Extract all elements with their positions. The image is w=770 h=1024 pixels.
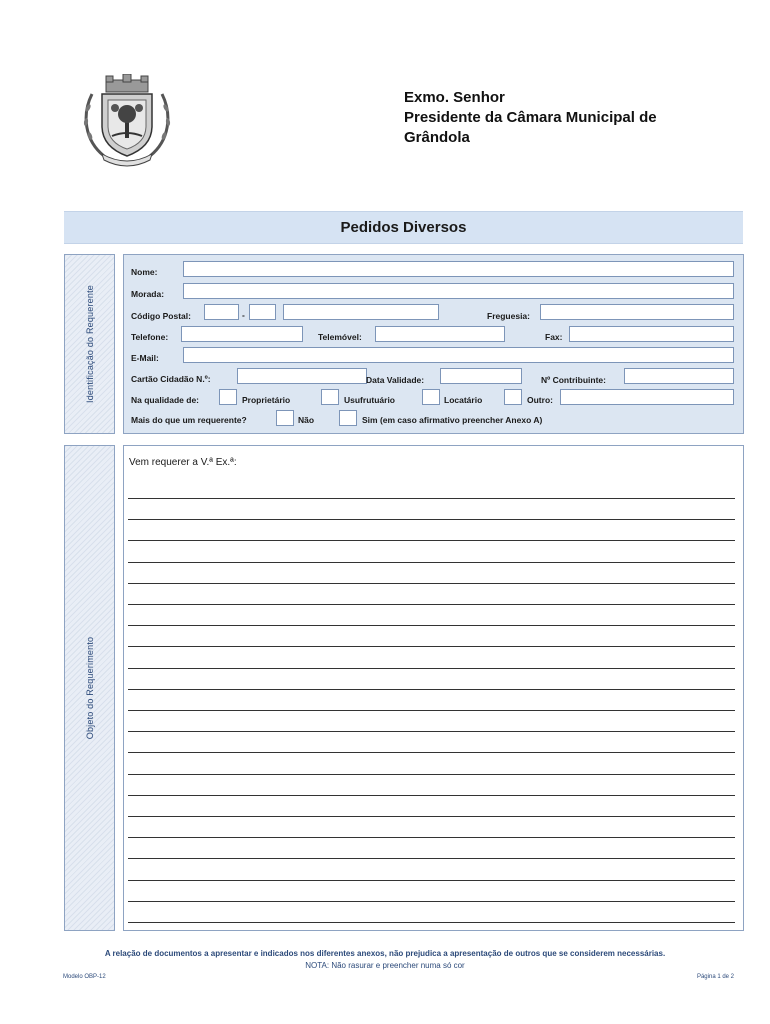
citizen-card-field[interactable] [237,368,367,384]
identification-section [123,254,744,434]
request-line[interactable] [128,625,735,626]
page-number: Página 1 de 2 [696,974,734,980]
request-line[interactable] [128,583,735,584]
form-title: Pedidos Diversos [64,211,743,244]
postal-code-part1-field[interactable] [204,304,239,320]
addressee-line-2: Presidente da Câmara Municipal de [404,109,657,126]
postal-code-part2-field[interactable] [249,304,276,320]
request-line[interactable] [128,816,735,817]
request-line[interactable] [128,901,735,902]
no-checkbox[interactable] [276,410,294,426]
multiple-applicants-label: Mais do que um requerente? [131,415,247,425]
validity-date-label: Data Validade: [366,375,425,385]
no-label: Não [298,415,315,425]
email-field[interactable] [183,347,734,363]
taxpayer-number-label: Nº Contribuinte: [541,375,606,385]
name-field[interactable] [183,261,734,277]
municipal-crest-logo [78,74,176,168]
mobile-field[interactable] [375,326,505,342]
address-field[interactable] [183,283,734,299]
request-line[interactable] [128,731,735,732]
capacity-label: Na qualidade de: [131,395,200,405]
fax-field[interactable] [569,326,734,342]
email-label: E-Mail: [131,353,159,363]
phone-label: Telefone: [131,332,169,342]
request-line[interactable] [128,837,735,838]
postal-locality-field[interactable] [283,304,439,320]
request-line[interactable] [128,795,735,796]
owner-label: Proprietário [242,395,291,405]
addressee-line-3: Grândola [404,129,470,146]
other-field[interactable] [560,389,734,405]
footer-note: A relação de documentos a apresentar e indicados nos diferentes anexos, não prejudica a apresentação de outros que se considerem necessárias. [104,949,666,958]
tenant-checkbox[interactable] [422,389,440,405]
tenant-label: Locatário [444,395,483,405]
name-label: Nome: [131,267,158,277]
taxpayer-number-field[interactable] [624,368,734,384]
citizen-card-label: Cartão Cidadão N.º: [131,374,211,384]
phone-field[interactable] [181,326,303,342]
request-line[interactable] [128,519,735,520]
usufructuary-checkbox[interactable] [321,389,339,405]
request-line[interactable] [128,498,735,499]
yes-label: Sim (em caso afirmativo preencher Anexo A) [362,415,543,425]
address-label: Morada: [131,289,165,299]
validity-date-field[interactable] [440,368,522,384]
usufructuary-label: Usufrutuário [344,395,395,405]
request-line[interactable] [128,752,735,753]
request-line[interactable] [128,774,735,775]
mobile-label: Telemóvel: [318,332,362,342]
request-side-panel [64,445,115,931]
request-section[interactable] [123,445,744,931]
request-line[interactable] [128,922,735,923]
model-code: Modelo OBP-12 [63,974,106,980]
footer-note-no-erasing: NOTA: Não rasurar e preencher numa só cor [305,961,465,970]
request-line[interactable] [128,646,735,647]
request-line[interactable] [128,710,735,711]
parish-field[interactable] [540,304,734,320]
postal-code-label: Código Postal: [131,311,191,321]
request-intro: Vem requerer a V.ª Ex.ª: [129,457,237,468]
request-line[interactable] [128,858,735,859]
postal-code-dash: - [242,310,245,320]
request-line[interactable] [128,668,735,669]
other-label: Outro: [527,395,553,405]
request-line[interactable] [128,540,735,541]
other-checkbox[interactable] [504,389,522,405]
fax-label: Fax: [545,332,563,342]
yes-checkbox[interactable] [339,410,357,426]
identification-side-label: Identificação do Requerente [84,285,95,403]
parish-label: Freguesia: [487,311,530,321]
identification-side-panel [64,254,115,434]
request-line[interactable] [128,562,735,563]
owner-checkbox[interactable] [219,389,237,405]
addressee-block [404,88,657,148]
request-line[interactable] [128,604,735,605]
addressee-line-1: Exmo. Senhor [404,89,505,106]
request-line[interactable] [128,880,735,881]
request-side-label: Objeto do Requerimento [84,636,95,740]
request-line[interactable] [128,689,735,690]
